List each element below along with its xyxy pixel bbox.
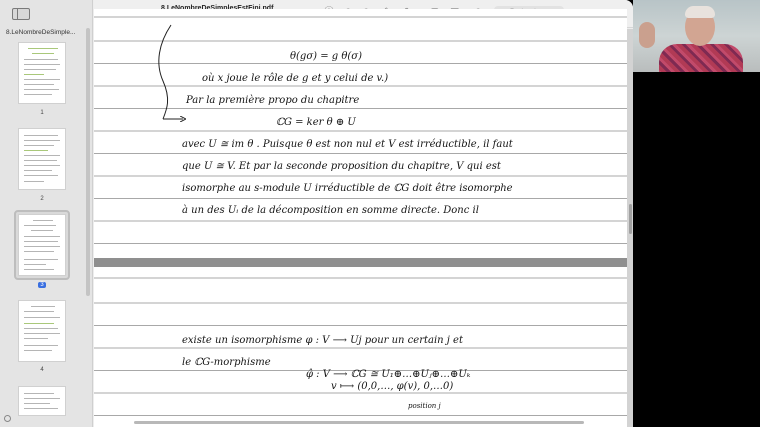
- page-thumbnail-number: 2: [40, 196, 44, 202]
- text-line: Par la première propo du chapitre: [186, 95, 360, 106]
- text-line: avec U ≅ im θ . Puisque θ est non nul et V est irréductible, il faut: [182, 139, 513, 150]
- sidebar-scrollbar[interactable]: [86, 28, 90, 296]
- equation-line: ℂG = ker θ ⊕ U: [276, 117, 356, 128]
- sidebar-doc-title: 8.LeNombreDeSimple...: [6, 29, 76, 36]
- text-line: que U ≅ V. Et par la seconde proposition du chapitre, V qui est: [182, 161, 501, 172]
- page-separator: [94, 258, 627, 267]
- equation-line: φ̂ : V ⟶ ℂG ≅ U₁⊕…⊕Uⱼ⊕…⊕Uₖ: [306, 369, 471, 380]
- add-page-icon[interactable]: [4, 415, 11, 422]
- equation-line: θ(gσ) = g θ(σ): [290, 51, 363, 62]
- webcam-overlay: [633, 0, 760, 72]
- text-line: où x joue le rôle de g et y celui de v.): [202, 73, 389, 84]
- sidebar-toolbar: [0, 0, 93, 28]
- horizontal-scrollbar[interactable]: [134, 421, 584, 424]
- pdf-page-bottom: [94, 267, 627, 427]
- page-thumbnail-4[interactable]: [18, 300, 66, 362]
- document-scrollbar[interactable]: [629, 204, 632, 234]
- pdf-page-top: [94, 9, 627, 258]
- text-line: à un des Uᵢ de la décomposition en somme directe. Donc il: [182, 205, 479, 216]
- document-area[interactable]: [94, 29, 633, 427]
- thumbnail-sidebar: [0, 0, 93, 427]
- page-thumbnail-3[interactable]: [18, 214, 66, 276]
- presenter-hair: [685, 6, 715, 18]
- text-line: existe un isomorphisme φ : V ⟶ Uj pour un certain j et: [182, 335, 463, 346]
- page-thumbnail-2[interactable]: [18, 128, 66, 190]
- page-thumbnail-number: 4: [40, 367, 44, 373]
- equation-line: v ⟼ (0,0,…, φ(v), 0,…0): [331, 381, 454, 392]
- page-thumbnail-number: 1: [40, 110, 44, 116]
- annotation-label: position j: [408, 402, 441, 410]
- page-thumbnail-5[interactable]: [18, 386, 66, 416]
- presenter-hand: [639, 22, 655, 48]
- page-thumbnail-1[interactable]: [18, 42, 66, 104]
- sidebar-toggle-icon[interactable]: [12, 8, 30, 20]
- page-thumbnail-number-selected: 3: [40, 282, 44, 288]
- text-line: le ℂG-morphisme: [182, 357, 271, 368]
- presenter-body: [659, 44, 743, 72]
- text-line: isomorphe au s-module U irréductible de ℂG doit être isomorphe: [182, 183, 513, 194]
